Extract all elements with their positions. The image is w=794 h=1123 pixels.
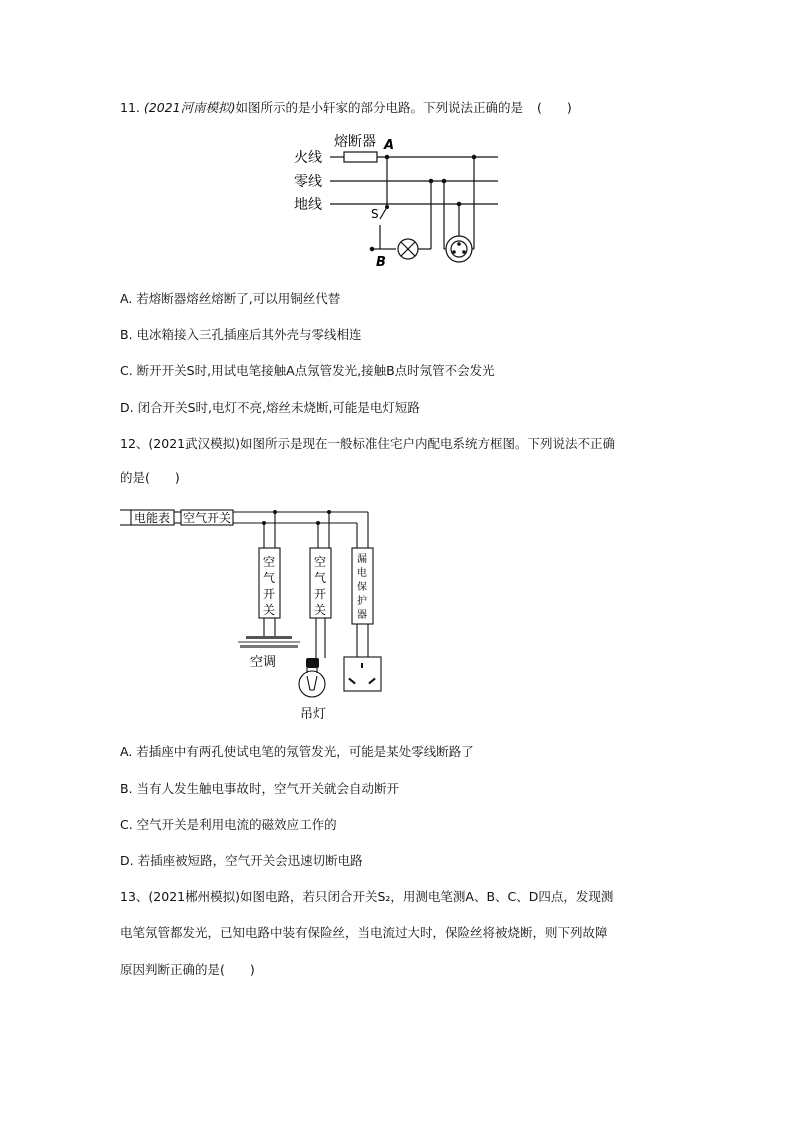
branch3-char: 护	[357, 596, 367, 607]
meter-label: 电能表	[134, 511, 171, 525]
lamp-label: 吊灯	[300, 707, 327, 722]
air-conditioner-icon	[238, 636, 300, 648]
branch1-box	[259, 548, 280, 618]
q11-option-b: B. 电冰箱接入三孔插座后其外壳与零线相连	[120, 327, 362, 342]
q12-option-a: A. 若插座中有两孔使试电笔的氖管发光，可能是某处零线断路了	[120, 744, 474, 759]
branch1-char: 关	[262, 603, 276, 617]
fuse-label: 熔断器	[334, 134, 376, 150]
main-switch-label: 空气开关	[183, 511, 232, 525]
q13-stem-line1: 13、(2021郴州模拟)如图电路，若只闭合开关S₂，用测电笔测A、B、C、D四点，发现测	[120, 889, 614, 904]
bulb-base-icon	[306, 658, 319, 668]
socket-box	[344, 657, 381, 691]
bulb-icon	[299, 671, 325, 697]
q12-option-b: B. 当有人发生触电事故时，空气开关就会自动断开	[120, 781, 400, 796]
switch-lever	[380, 207, 387, 219]
point-a-label: A	[384, 138, 395, 153]
branch2-char: 关	[313, 603, 327, 617]
q11-blank: ( )	[536, 100, 572, 115]
branch2-char: 开	[313, 587, 327, 601]
q13-stem-line3: 原因判断正确的是( )	[120, 962, 255, 977]
neutral-wire-label: 零线	[294, 174, 322, 190]
q12-option-d: D. 若插座被短路，空气开关会迅速切断电路	[120, 853, 363, 868]
q13-stem-line2: 电笔氖管都发光，已知电路中装有保险丝，当电流过大时，保险丝将被烧断，则下列故障	[120, 925, 608, 940]
branch2-char: 空	[313, 555, 327, 569]
branch3-char: 漏	[357, 554, 367, 565]
branch1-char: 气	[262, 571, 276, 585]
q11-text: 如图所示的是小轩家的部分电路。下列说法正确的是	[235, 100, 523, 115]
live-wire-label: 火线	[294, 150, 322, 166]
q11-stem	[120, 98, 572, 116]
ac-label: 空调	[250, 655, 277, 670]
branch1-char: 空	[262, 555, 276, 569]
meter-box	[131, 510, 174, 525]
fuse-icon	[344, 152, 377, 162]
ground-wire-label: 地线	[294, 197, 322, 213]
q11-option-d: D. 闭合开关S时,电灯不亮,熔丝未烧断,可能是电灯短路	[120, 400, 420, 415]
q12-stem-line1: 12、(2021武汉模拟)如图所示是现在一般标准住宅户内配电系统方框图。下列说法不正确	[120, 436, 615, 451]
branch3-char: 保	[357, 582, 367, 593]
q11-number: 11.	[120, 100, 140, 115]
branch3-char: 电	[357, 568, 367, 579]
branch2-char: 气	[313, 571, 327, 585]
q11-source: (2021河南模拟)	[143, 100, 236, 115]
branch3-box	[352, 548, 373, 624]
branch2-box	[310, 548, 331, 618]
branch1-char: 开	[262, 587, 276, 601]
lamp-icon	[398, 239, 418, 259]
q12-stem-line2: 的是( )	[120, 470, 180, 485]
q12-option-c: C. 空气开关是利用电流的磁效应工作的	[120, 817, 337, 832]
main-switch-box	[181, 510, 233, 525]
q11-option-a: A. 若熔断器熔丝熔断了,可以用铜丝代替	[120, 291, 341, 306]
branch3-char: 器	[357, 610, 367, 621]
socket-icon	[446, 236, 472, 262]
switch-label: S	[371, 207, 379, 221]
point-b-label: B	[376, 255, 386, 270]
q11-option-c: C. 断开开关S时,用试电笔接触A点氖管发光,接触B点时氖管不会发光	[120, 363, 495, 378]
